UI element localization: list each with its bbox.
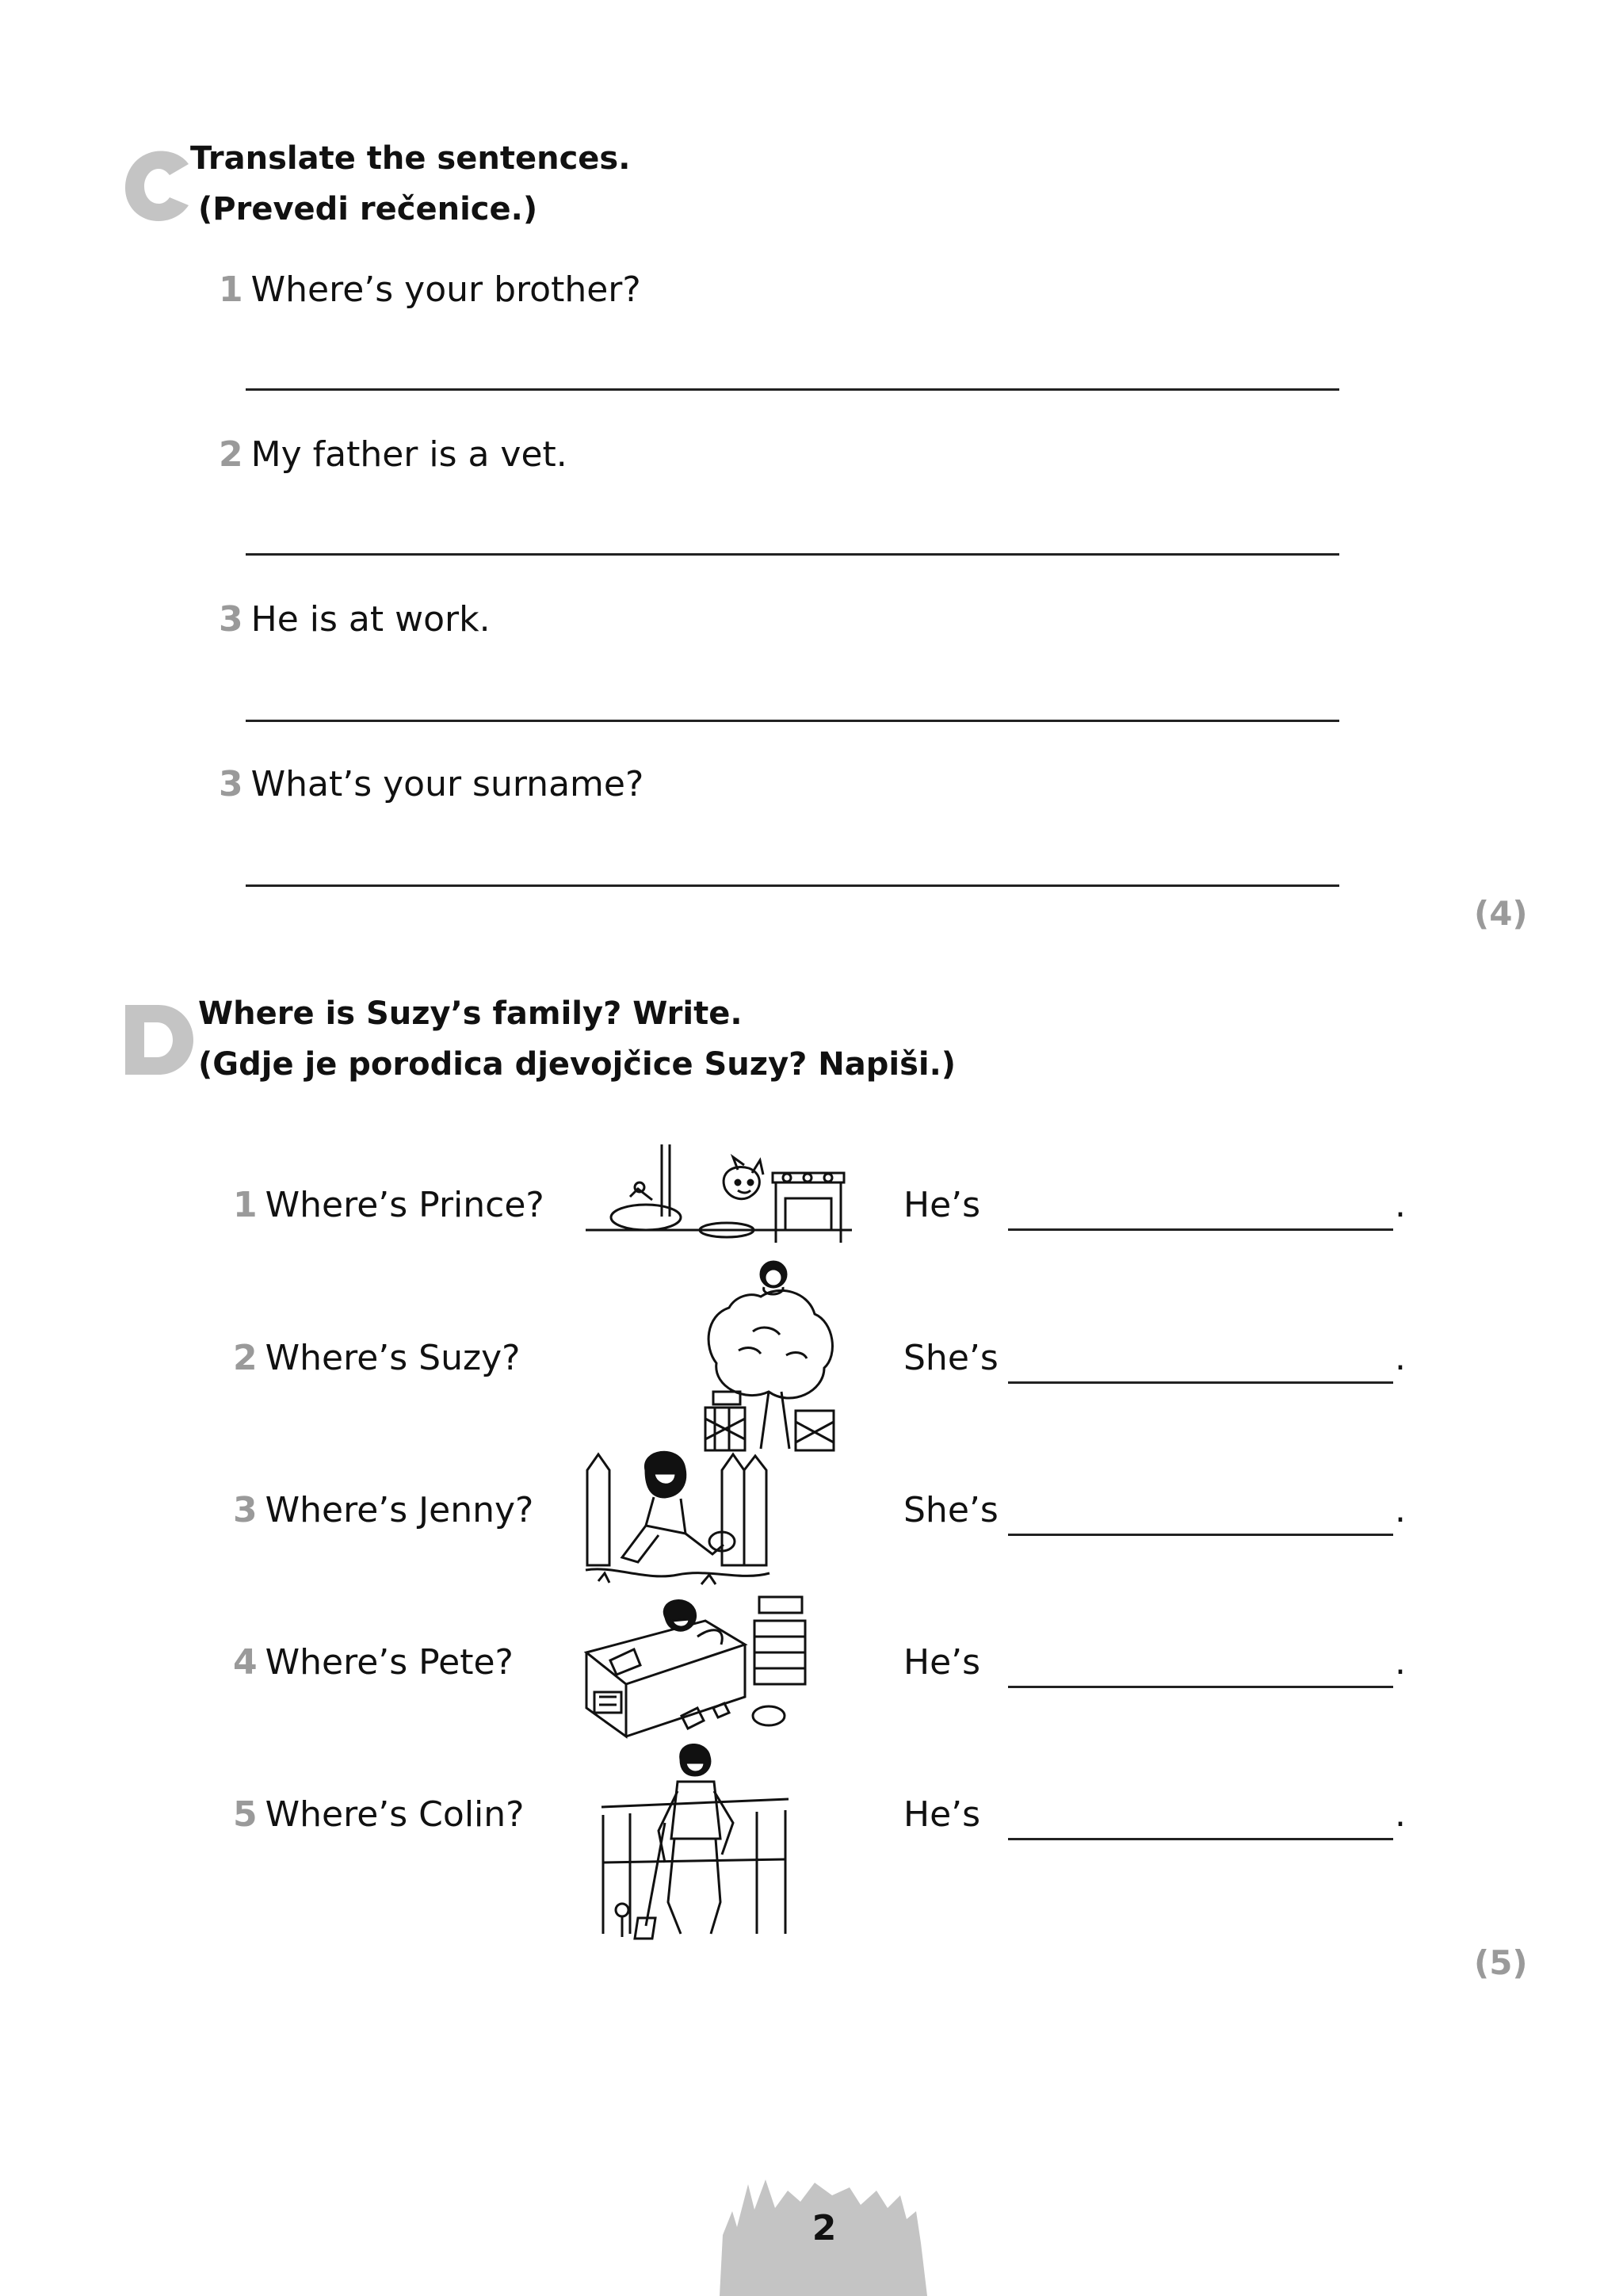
- item-text: What’s your surname?: [250, 764, 644, 804]
- section-d-answer-4: He’s: [903, 1642, 981, 1683]
- section-d-question-2: [233, 1338, 520, 1378]
- page-number: 2: [812, 2208, 837, 2248]
- period: .: [1395, 1642, 1406, 1683]
- item-number: 2: [233, 1338, 258, 1378]
- section-d-question-4: [233, 1642, 514, 1683]
- answer-line-d2[interactable]: [1008, 1381, 1393, 1384]
- answer-line-c3[interactable]: [246, 720, 1339, 722]
- section-c-item-1: [219, 269, 641, 310]
- boy-in-bedroom-icon: [579, 1589, 808, 1740]
- item-text: He is at work.: [250, 599, 491, 640]
- item-number: 3: [233, 1490, 258, 1530]
- section-c-instruction: [190, 133, 630, 235]
- item-number: 2: [219, 434, 243, 475]
- boy-with-shovel-icon: [598, 1744, 796, 1942]
- answer-line-c2[interactable]: [246, 553, 1339, 556]
- answer-line-d4[interactable]: [1008, 1686, 1393, 1688]
- answer-line-d3[interactable]: [1008, 1534, 1393, 1536]
- section-c-item-4: [219, 764, 643, 804]
- girl-in-tree-icon: [697, 1252, 840, 1458]
- dog-in-kitchen-icon: [582, 1141, 852, 1244]
- period: .: [1395, 1338, 1406, 1378]
- item-number: 3: [219, 599, 243, 640]
- item-text: My father is a vet.: [250, 434, 567, 475]
- section-c-instruction-en: Translate the sentences.: [190, 140, 631, 177]
- section-d-answer-2: She’s: [903, 1338, 999, 1378]
- section-d-instruction: [198, 988, 956, 1090]
- period: .: [1395, 1490, 1406, 1530]
- item-number: 5: [233, 1794, 258, 1835]
- section-d-question-5: [233, 1794, 525, 1835]
- period: .: [1395, 1185, 1406, 1225]
- item-number: 1: [219, 269, 243, 310]
- section-c-item-3: [219, 599, 491, 640]
- item-number: 3: [219, 764, 243, 804]
- item-number: 1: [233, 1185, 258, 1225]
- section-d-instruction-local: (Gdje je porodica djevojčice Suzy? Napiši.): [198, 1046, 957, 1083]
- section-c-instruction-local: (Prevedi rečenice.): [198, 191, 538, 227]
- answer-line-d5[interactable]: [1008, 1838, 1393, 1840]
- section-d-instruction-en: Where is Suzy’s family? Write.: [198, 995, 743, 1032]
- section-d-question-3: [233, 1490, 533, 1530]
- section-d-score: (5): [1474, 1943, 1528, 1982]
- section-d-answer-3: She’s: [903, 1490, 999, 1530]
- answer-line-c1[interactable]: [246, 388, 1339, 391]
- item-text: Where’s Pete?: [265, 1642, 514, 1683]
- item-text: Where’s Prince?: [265, 1185, 544, 1225]
- answer-line-d1[interactable]: [1008, 1228, 1393, 1231]
- item-text: Where’s Colin?: [265, 1794, 525, 1835]
- section-d-letter-icon: [119, 1000, 198, 1079]
- section-d-question-1: [233, 1185, 544, 1225]
- section-d-answer-5: He’s: [903, 1794, 981, 1835]
- item-text: Where’s Suzy?: [265, 1338, 521, 1378]
- item-text: Where’s your brother?: [250, 269, 641, 310]
- item-text: Where’s Jenny?: [265, 1490, 534, 1530]
- section-c-letter-icon: [119, 147, 198, 226]
- girl-in-garden-icon: [582, 1446, 773, 1589]
- section-d-answer-1: He’s: [903, 1185, 981, 1225]
- answer-line-c4[interactable]: [246, 884, 1339, 887]
- section-c-item-2: [219, 434, 567, 475]
- section-c-score: (4): [1474, 894, 1528, 933]
- period: .: [1395, 1794, 1406, 1835]
- item-number: 4: [233, 1642, 258, 1683]
